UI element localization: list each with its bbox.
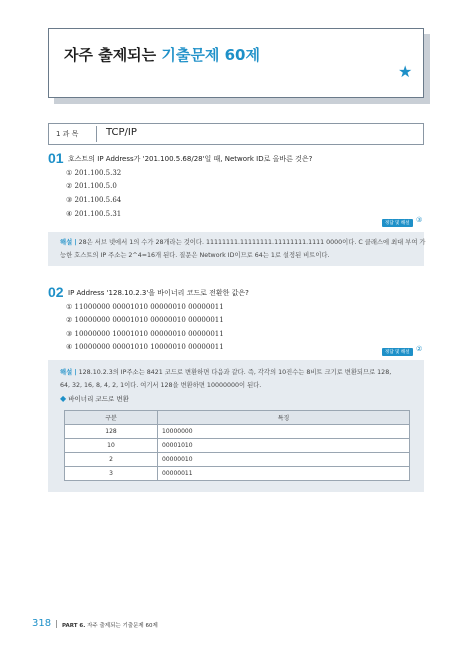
footer-title — [62, 621, 158, 629]
footer-divider — [56, 620, 57, 628]
table-header: 특징 — [158, 411, 410, 425]
table-cell: 10 — [65, 439, 158, 453]
subject-divider — [96, 126, 97, 142]
page-number: 318 — [32, 618, 52, 629]
table-row — [65, 439, 410, 453]
page-title-prefix: 자주 출제되는 — [64, 46, 162, 64]
table-cell: 2 — [65, 453, 158, 467]
star-icon: ★ — [398, 62, 413, 81]
option-4: ④ 10000000 00001010 10000010 00000011 — [66, 343, 224, 351]
option-2: ② 201.100.5.0 — [66, 182, 117, 190]
explanation-text — [60, 236, 426, 262]
diamond-icon: ◆ — [60, 394, 67, 403]
option-4: ④ 201.100.5.31 — [66, 210, 122, 218]
explanation-text — [60, 366, 420, 392]
footer-part: PART 6. — [62, 623, 86, 629]
option-1: ① 201.100.5.32 — [66, 169, 122, 177]
sub-heading — [60, 394, 129, 403]
option-3: ③ 201.100.5.64 — [66, 196, 122, 204]
table-cell: 3 — [65, 467, 158, 481]
question-text: IP Address '128.10.2.3'을 바이너리 코드로 전환한 값은? — [68, 289, 249, 297]
explanation-line: 28은 서브 넷에서 1의 수가 28개라는 것이다. 11111111.11111111.11111111.1111 0000이다. C 클래스에 최대 부여 가 — [76, 239, 426, 246]
page-title — [64, 44, 260, 65]
table-header-row — [65, 411, 410, 425]
table-cell: 128 — [65, 425, 158, 439]
table-cell: 00000011 — [158, 467, 410, 481]
explanation-line: 128.10.2.3의 IP주소는 8421 코드로 변환하면 다음과 같다. 즉, 각각의 10진수는 8비트 크기로 변환되므로 128, — [76, 369, 392, 376]
option-3: ③ 10000000 10001010 00000010 00000011 — [66, 330, 224, 338]
explanation-line: 64, 32, 16, 8, 4, 2, 1이다. 여기서 128을 변환하면 10000000이 된다. — [60, 382, 262, 389]
sub-heading-text: 바이너리 코드로 변환 — [68, 395, 129, 403]
table-cell: 00001010 — [158, 439, 410, 453]
explanation-label: 해설 | — [60, 369, 77, 376]
answer-tag: 정답 및 해설 — [382, 219, 413, 227]
table-row — [65, 425, 410, 439]
option-1: ① 11000000 00001010 00000010 00000011 — [66, 303, 224, 311]
table-row — [65, 453, 410, 467]
question-text: 호스트의 IP Address가 '201.100.5.68/28'일 때, Network ID로 올바른 것은? — [68, 155, 313, 163]
page-title-accent: 기출문제 60제 — [161, 46, 260, 64]
question-number: 01 — [48, 150, 64, 166]
table-header: 구분 — [65, 411, 158, 425]
subject-bar — [48, 123, 424, 145]
option-2: ② 10000000 00001010 00000010 00000011 — [66, 316, 224, 324]
table-row — [65, 467, 410, 481]
binary-table — [64, 410, 410, 481]
explanation-label: 해설 | — [60, 239, 77, 246]
subject-number: 1 과 목 — [56, 130, 79, 138]
subject-title: TCP/IP — [106, 127, 137, 138]
explanation-line: 능한 호스트의 IP 주소는 2^4=16개 된다. 질문은 Network ID이므로 64는 1로 설정된 비트이다. — [60, 252, 330, 259]
answer-value: ③ — [416, 216, 423, 224]
table-cell: 00000010 — [158, 453, 410, 467]
answer-value: ② — [416, 345, 423, 353]
answer-tag: 정답 및 해설 — [382, 348, 413, 356]
footer-title-text: 자주 출제되는 기출문제 60제 — [85, 623, 158, 629]
question-number: 02 — [48, 284, 64, 300]
table-cell: 10000000 — [158, 425, 410, 439]
